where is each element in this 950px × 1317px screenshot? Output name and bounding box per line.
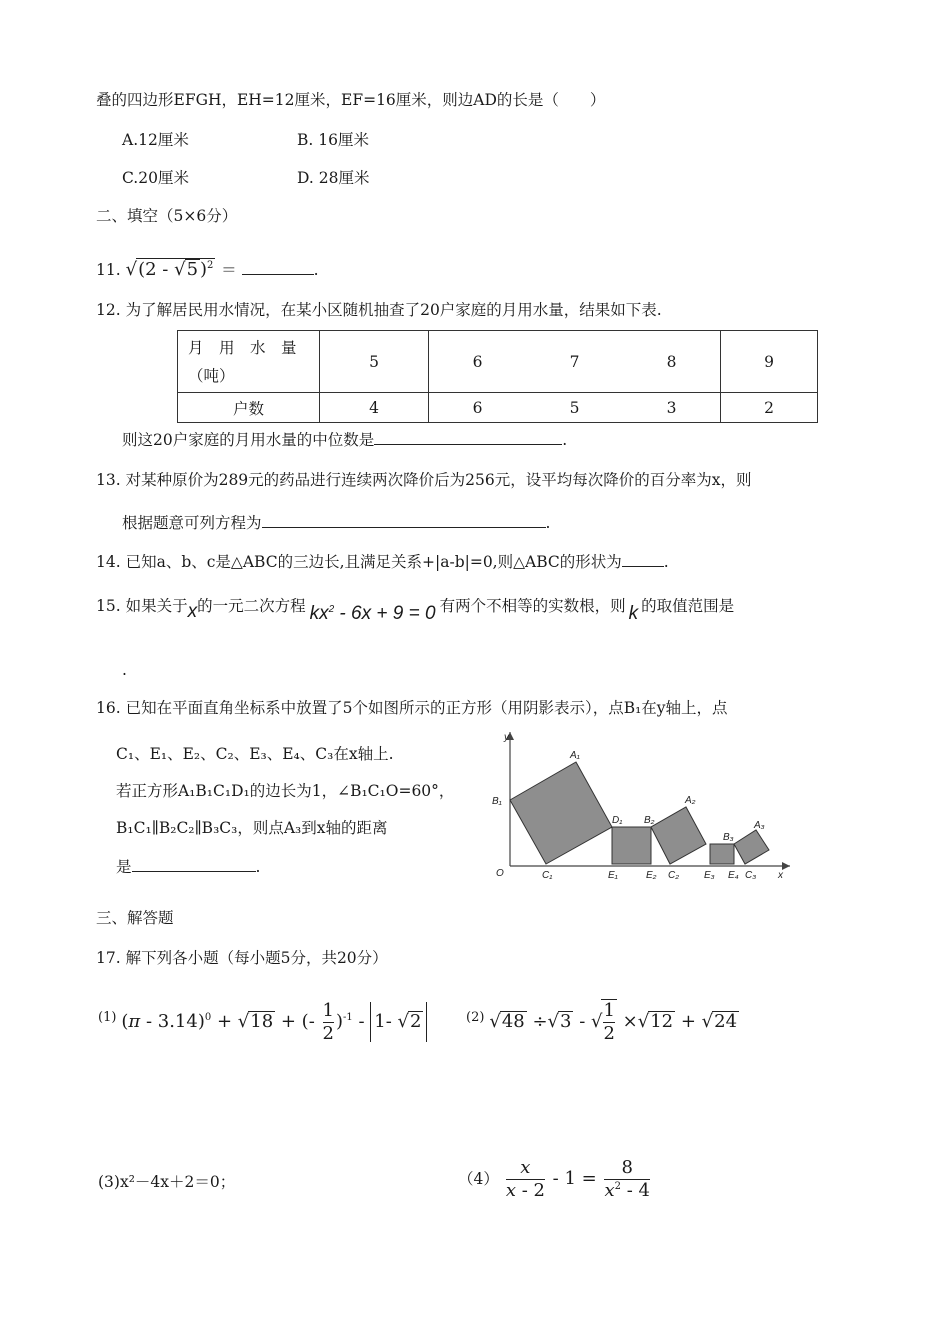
q10-option-d: D. 28厘米 <box>297 169 370 187</box>
square-e1 <box>612 827 651 864</box>
squares-figure <box>480 726 800 886</box>
q17-part1-expression: (π - 3.14)$^0$ + √18 + (- $\frac{1}{2}$ )$^{-1}$ - 1- √2 <box>121 1011 427 1032</box>
q15-answer-line[interactable]: . <box>122 661 127 679</box>
table-cell: 5 <box>320 331 429 393</box>
q17-part3: (3)x²－4x＋2＝0； <box>98 1173 236 1191</box>
q11-expression: √(2 - √5 )$^2$ <box>125 259 214 280</box>
table-row <box>178 393 818 423</box>
square-a1b1c1d1 <box>510 762 612 864</box>
x-axis-label: x <box>778 870 783 881</box>
q16-line4: B₁C₁∥B₂C₂∥B₃C₃，则点A₃到x轴的距离 <box>116 819 388 837</box>
label-d1: D₁ <box>612 815 623 826</box>
q13-stem: 13. 对某种原价为289元的药品进行连续两次降价后为256元，设平均每次降价的百分率为x，则 <box>96 471 752 489</box>
q17-part1: $^{(1)}$ (π - 3.14)$^0$ + √18 + (- $\frac{1}{2}$ )$^{-1}$ - 1- √2 <box>98 998 427 1045</box>
label-a3: A₃ <box>754 820 765 831</box>
q16-line3: 若正方形A₁B₁C₁D₁的边长为1，∠B₁C₁O=60°， <box>116 782 455 800</box>
q13-question: 根据题意可列方程为 . <box>122 514 551 532</box>
section-solve-title: 三、解答题 <box>96 909 174 927</box>
table-header-cell: 月 用 水 量 （吨） <box>178 331 320 393</box>
table-header-cell: 户数 <box>178 393 320 423</box>
label-a1: A₁ <box>570 750 580 761</box>
label-e3: E₃ <box>704 870 715 881</box>
label-b3: B₃ <box>723 832 734 843</box>
label-e4: E₄ <box>728 870 739 881</box>
label-e1: E₁ <box>608 870 618 881</box>
q11-answer-blank[interactable] <box>242 260 314 275</box>
q16-line2: C₁、E₁、E₂、C₂、E₃、E₄、C₃在x轴上. <box>116 745 394 763</box>
table-cell: 4 <box>320 393 429 423</box>
q13-answer-blank[interactable] <box>262 513 546 528</box>
square-a2b2c2 <box>651 807 706 864</box>
table-cell: 9 <box>721 331 818 393</box>
q10-option-c: C.20厘米 <box>122 169 189 187</box>
q17-stem: 17. 解下列各小题（每小题5分，共20分） <box>96 949 388 967</box>
q17-part2-expression: √48 ÷√3 - √ $\frac{1}{2}$ ×√12 + √24 <box>489 999 738 1044</box>
origin-label: O <box>496 868 504 879</box>
label-c2: C₂ <box>668 870 680 881</box>
q17-part4: （4） $\frac{x}{x - 2}$ - 1 = $\frac{8}{x^2 - 4}$ <box>458 1156 650 1201</box>
q16-answer-blank[interactable] <box>132 857 256 872</box>
q17-part2: $^{(2)}$ √48 ÷√3 - √ $\frac{1}{2}$ ×√12 + √24 <box>466 999 738 1044</box>
label-b2: B₂ <box>644 815 655 826</box>
label-a2: A₂ <box>685 795 696 806</box>
q11: 11. √(2 - √5 )$^2$ ＝ . <box>96 259 319 280</box>
q12-question: 则这20户家庭的月用水量的中位数是 . <box>122 431 568 449</box>
q12-answer-blank[interactable] <box>374 430 562 445</box>
q14-answer-blank[interactable] <box>622 552 664 567</box>
table-cell-group: 6 5 3 <box>429 393 721 423</box>
q10-option-b: B. 16厘米 <box>297 131 369 149</box>
label-c3: C₃ <box>745 870 757 881</box>
q16-question: 是 . <box>116 858 261 876</box>
label-e2: E₂ <box>646 870 657 881</box>
square-a3b3c3 <box>734 830 769 864</box>
y-axis-label: y <box>504 732 509 743</box>
section-fill-in-title: 二、填空（5×6分） <box>96 207 238 225</box>
q14: 14. 已知a、b、c是△ABC的三边长,且满足关系+|a-b|=0,则△ABC的形状为 . <box>96 553 669 571</box>
table-cell-group: 6 7 8 <box>429 331 721 393</box>
water-usage-table <box>177 330 818 423</box>
q12-stem: 12. 为了解居民用水情况，在某小区随机抽查了20户家庭的月用水量，结果如下表. <box>96 301 662 319</box>
label-c1: C₁ <box>542 870 553 881</box>
q16-stem: 16. 已知在平面直角坐标系中放置了5个如图所示的正方形（用阴影表示），点B₁在y轴上，点 <box>96 699 728 717</box>
q11-equals: ＝ <box>221 261 237 279</box>
q17-part4-equation: $\frac{x}{x - 2}$ - 1 = $\frac{8}{x^2 - 4}$ <box>505 1156 650 1201</box>
q10-option-a: A.12厘米 <box>122 131 189 149</box>
table-cell: 2 <box>721 393 818 423</box>
q11-number: 11. <box>96 261 121 279</box>
label-b1: B₁ <box>492 796 502 807</box>
square-e3 <box>710 844 734 864</box>
q10-stem-tail: 叠的四边形EFGH，EH=12厘米，EF=16厘米，则边AD的长是（ ） <box>96 91 606 109</box>
table-row <box>178 331 818 393</box>
q15: 15. 如果关于x的一元二次方程 $kx^2 - 6x + 9 = 0$ 有两个不相等的实数根，则 k 的取值范围是 <box>96 597 735 624</box>
